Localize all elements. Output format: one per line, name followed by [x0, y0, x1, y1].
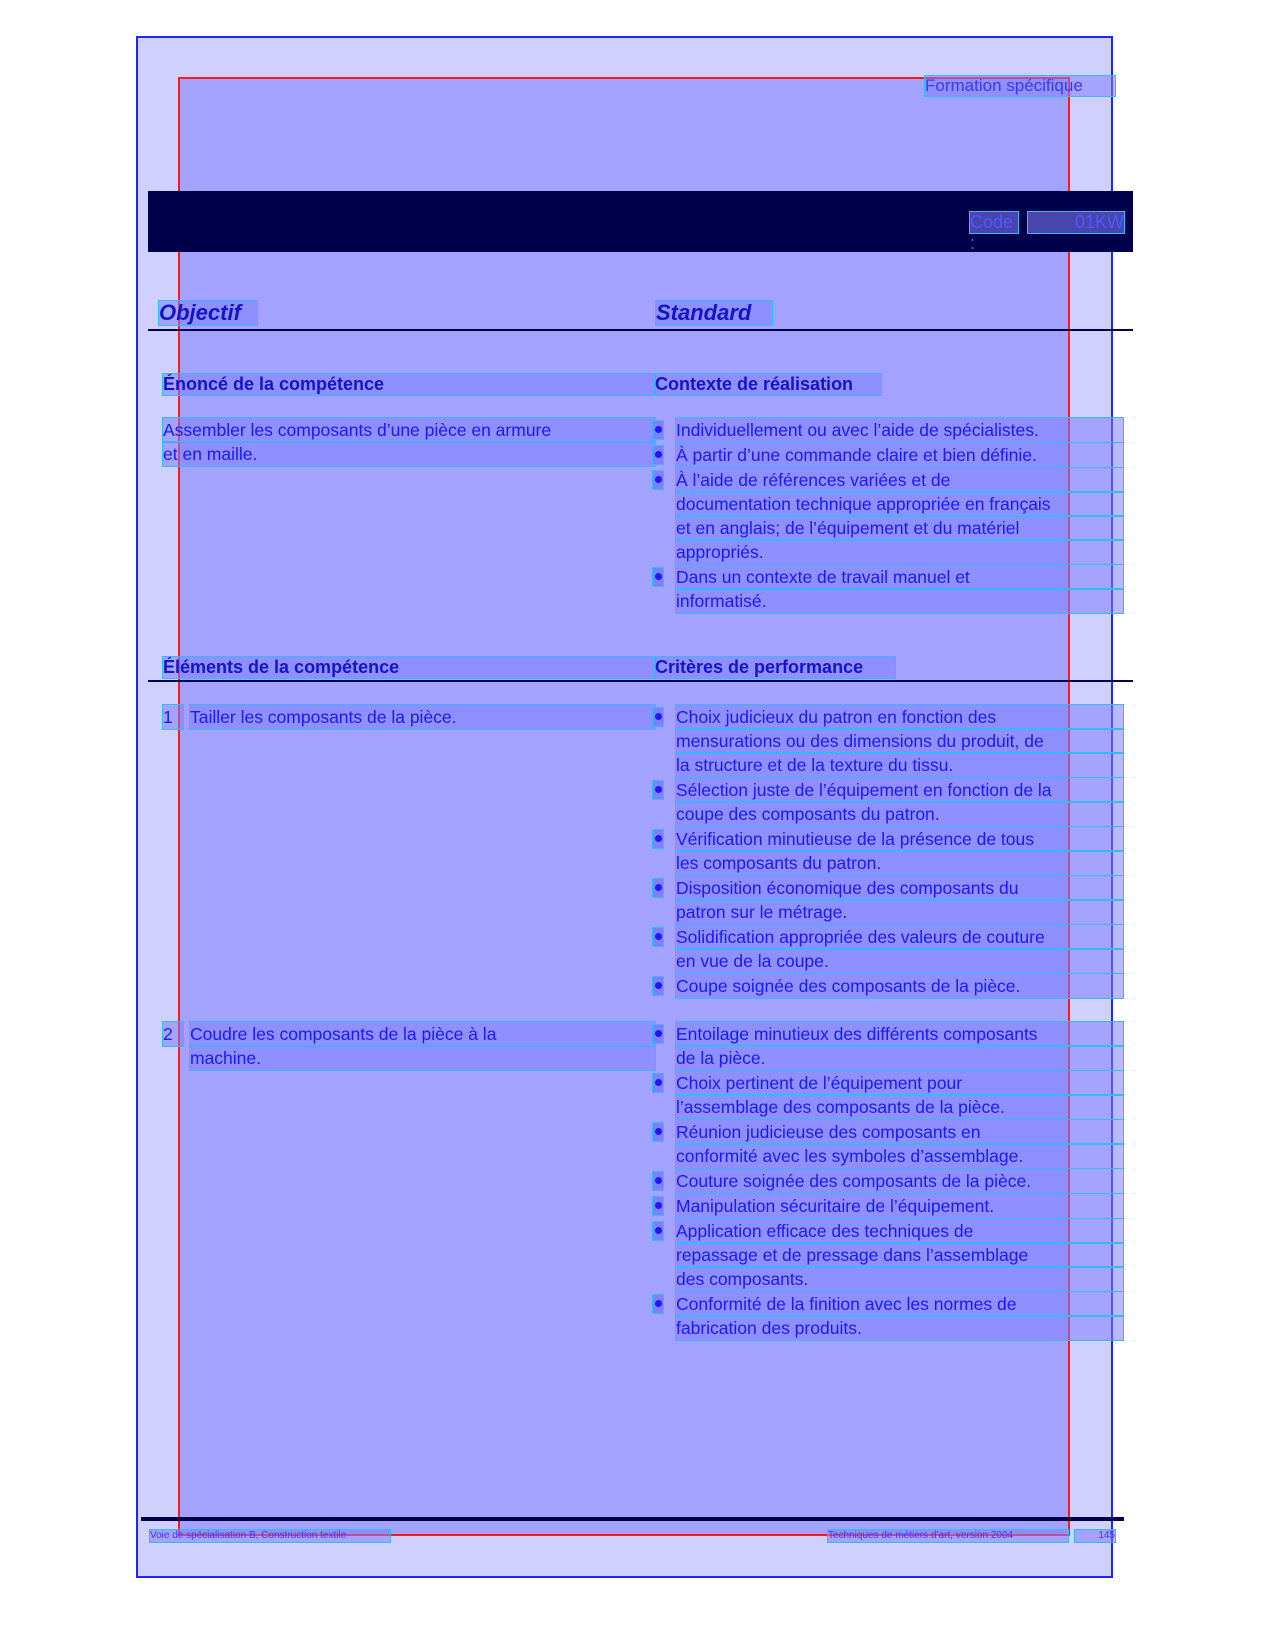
criteria-item — [653, 565, 1123, 613]
criteria-item — [653, 1120, 1123, 1168]
standard-heading: Standard — [656, 301, 772, 325]
criteria-line: Dans un contexte de travail manuel et — [676, 565, 1123, 589]
code-value: 01KW — [1028, 212, 1124, 233]
criteria-list-1 — [653, 705, 1123, 998]
elements-rule — [148, 680, 1133, 682]
code-label: Code : — [970, 212, 1018, 233]
criteria-line: Entoilage minutieux des différents composants — [676, 1022, 1123, 1046]
criteria-line: Choix pertinent de l’équipement pour — [676, 1071, 1123, 1095]
objective-heading: Objectif — [159, 301, 257, 325]
criteria-item — [653, 705, 1123, 777]
bullet-icon — [653, 1025, 663, 1043]
elements-heading: Éléments de la compétence — [163, 657, 655, 678]
element-number: 2 — [163, 1022, 183, 1046]
bullet-icon — [653, 1197, 663, 1215]
bullet-icon — [653, 1295, 663, 1313]
criteria-item — [653, 418, 1123, 442]
element-number: 1 — [163, 705, 183, 729]
bullet-icon — [653, 879, 663, 897]
criteria-line: Application efficace des techniques de — [676, 1219, 1123, 1243]
criteria-line: appropriés. — [676, 540, 1123, 564]
bullet-icon — [653, 471, 663, 489]
bullet-icon — [653, 1172, 663, 1190]
element-2-line-1: Coudre les composants de la pièce à la — [190, 1022, 655, 1046]
criteria-line: Choix judicieux du patron en fonction des — [676, 705, 1123, 729]
criteria-item — [653, 925, 1123, 973]
criteria-item — [653, 778, 1123, 826]
criteria-line: des composants. — [676, 1267, 1123, 1291]
criteria-item — [653, 974, 1123, 998]
criteria-line: Solidification appropriée des valeurs de couture — [676, 925, 1123, 949]
criteria-line: documentation technique appropriée en français — [676, 492, 1123, 516]
criteria-line: fabrication des produits. — [676, 1316, 1123, 1340]
criteria-line: conformité avec les symboles d’assemblage. — [676, 1144, 1123, 1168]
criteria-line: Conformité de la finition avec les normes de — [676, 1292, 1123, 1316]
element-1-line-1: Tailler les composants de la pièce. — [190, 705, 655, 729]
criteria-item — [653, 1219, 1123, 1291]
criteria-line: Individuellement ou avec l’aide de spécialistes. — [676, 418, 1123, 442]
criteria-line: Coupe soignée des composants de la pièce. — [676, 974, 1123, 998]
criteria-item — [653, 1169, 1123, 1193]
criteria-list-2 — [653, 1022, 1123, 1340]
bullet-icon — [653, 928, 663, 946]
criteria-item — [653, 1292, 1123, 1340]
criteria-line: informatisé. — [676, 589, 1123, 613]
criteria-item — [653, 468, 1123, 564]
element-2-line-2: machine. — [190, 1046, 655, 1070]
criteria-line: Réunion judicieuse des composants en — [676, 1120, 1123, 1144]
page-number: 145 — [1075, 1530, 1115, 1542]
criteria-line: repassage et de pressage dans l’assemblage — [676, 1243, 1123, 1267]
criteria-item — [653, 1194, 1123, 1218]
criteria-line: À partir d’une commande claire et bien définie. — [676, 443, 1123, 467]
bullet-icon — [653, 977, 663, 995]
criteria-line: les composants du patron. — [676, 851, 1123, 875]
bullet-icon — [653, 708, 663, 726]
criteria-item — [653, 443, 1123, 467]
footer-rule — [141, 1517, 1124, 1521]
criteria-item — [653, 1022, 1123, 1070]
criteria-line: mensurations ou des dimensions du produit, de — [676, 729, 1123, 753]
context-list — [653, 418, 1123, 613]
footer-program: Voie de spécialisation B, Construction textile — [150, 1530, 390, 1542]
criteria-item — [653, 1071, 1123, 1119]
bullet-icon — [653, 781, 663, 799]
criteria-line: la structure et de la texture du tissu. — [676, 753, 1123, 777]
criteria-line: Vérification minutieuse de la présence de tous — [676, 827, 1123, 851]
criteria-line: coupe des composants du patron. — [676, 802, 1123, 826]
criteria-line: Sélection juste de l’équipement en fonction de la — [676, 778, 1123, 802]
heading-rule — [148, 329, 1133, 331]
bullet-icon — [653, 1074, 663, 1092]
context-heading: Contexte de réalisation — [655, 374, 881, 395]
criteria-item — [653, 827, 1123, 875]
criteria-line: patron sur le métrage. — [676, 900, 1123, 924]
statement-heading: Énoncé de la compétence — [163, 374, 655, 395]
bullet-icon — [653, 830, 663, 848]
criteria-line: Couture soignée des composants de la pièce. — [676, 1169, 1123, 1193]
criteria-line: l’assemblage des composants de la pièce. — [676, 1095, 1123, 1119]
bullet-icon — [653, 421, 663, 439]
bullet-icon — [653, 446, 663, 464]
bullet-icon — [653, 1222, 663, 1240]
bullet-icon — [653, 1123, 663, 1141]
running-header: Formation spécifique — [925, 76, 1115, 96]
criteria-line: Disposition économique des composants du — [676, 876, 1123, 900]
criteria-line: À l’aide de références variées et de — [676, 468, 1123, 492]
criteria-line: et en anglais; de l’équipement et du matériel — [676, 516, 1123, 540]
criteria-line: de la pièce. — [676, 1046, 1123, 1070]
criteria-line: en vue de la coupe. — [676, 949, 1123, 973]
criteria-line: Manipulation sécuritaire de l’équipement. — [676, 1194, 1123, 1218]
criteria-item — [653, 876, 1123, 924]
criteria-heading: Critères de performance — [655, 657, 895, 678]
bullet-icon — [653, 568, 663, 586]
statement-line-2: et en maille. — [163, 442, 655, 466]
footer-title: Techniques de métiers d’art, version 2004 — [828, 1530, 1068, 1542]
statement-line-1: Assembler les composants d’une pièce en armure — [163, 418, 655, 442]
